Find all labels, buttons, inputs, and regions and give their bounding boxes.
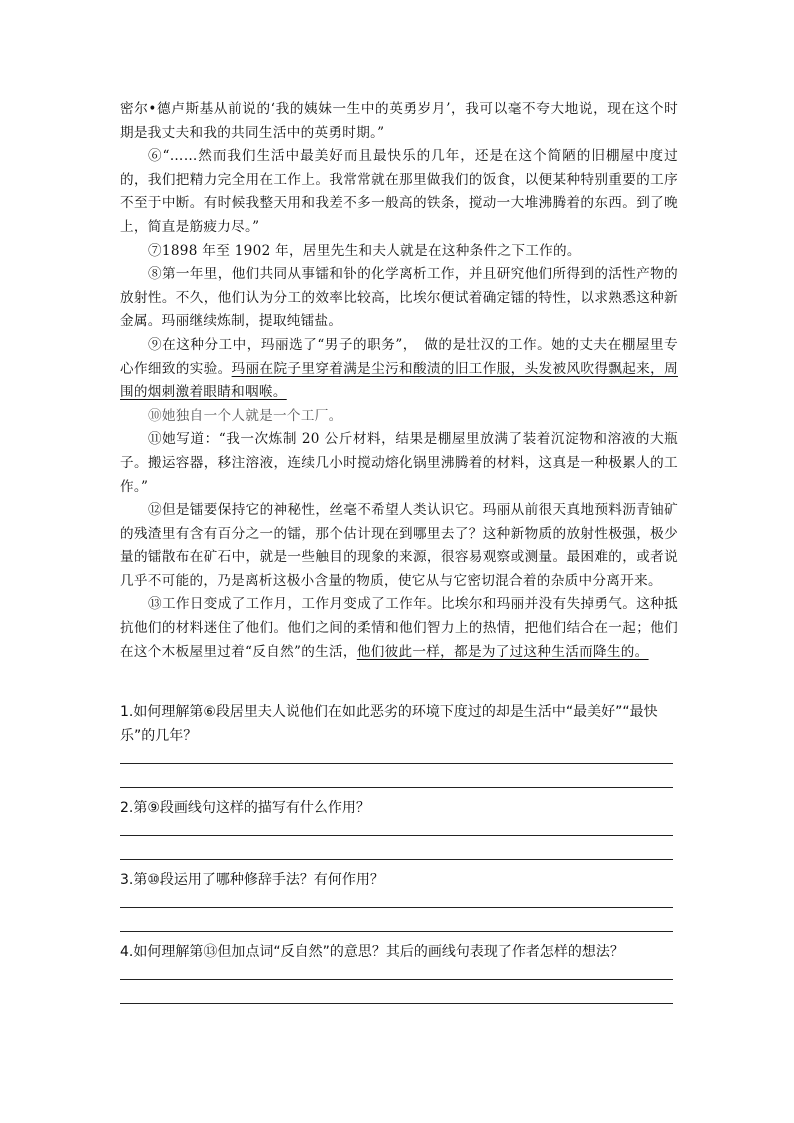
- answer-line[interactable]: [120, 859, 673, 860]
- paragraph-13-text: ⑬工作日变成了工作月，工作月变成了工作年。比埃尔和玛丽并没有失掉勇气。这种抵抗他们的材料迷住了他们。他们之间的柔情和他们智力上的热情，把他们结合在一起；他们在这个木板屋里过着“反自然”的生活，: [120, 596, 678, 660]
- paragraph-13: [120, 593, 678, 664]
- question-1: [120, 700, 673, 748]
- question-3: [120, 868, 673, 892]
- answer-line[interactable]: [120, 1003, 673, 1004]
- question-2: [120, 796, 673, 820]
- paragraph-12: ⑫但是镭要保持它的神秘性，丝毫不希望人类认识它。玛丽从前很天真地预料沥青铀矿的残渣里有含有百分之一的镭，那个估计现在到哪里去了？这种新物质的放射性极强，极少量的镭散布在矿石中，就是一些触目的现象的来源，很容易观察或测量。最困难的，或者说几乎不可能的，乃是离析这极小含量的物质，使它从与它密切混合着的杂质中分离开来。: [120, 502, 678, 589]
- question-1-text: 1.如何理解第⑥段居里夫人说他们在如此恶劣的环境下度过的却是生活中“最美好”“最快乐”的几年？: [120, 704, 658, 744]
- answer-line[interactable]: [120, 835, 673, 836]
- question-3-text: 3.第⑩段运用了哪种修辞手法？有何作用？: [120, 872, 384, 888]
- paragraph-9-underlined-sentence: 玛丽在院子里穿着满是尘污和酸渍的旧工作服，头发被风吹得飘起来，周围的烟刺激着眼睛和咽喉。: [120, 360, 678, 401]
- paragraph-10: ⑩她独自一个人就是一个工厂。: [148, 407, 343, 424]
- answer-line[interactable]: [120, 931, 673, 932]
- reading-passage: [120, 98, 678, 664]
- question-4-text: 4.如何理解第⑬但加点词“反自然”的意思？其后的画线句表现了作者怎样的想法？: [120, 944, 624, 960]
- paragraph-9-text: ⑨在这种分工中，玛丽选了“男子的职务”， 做的是壮汉的工作。她的丈夫在棚屋里专心作细致的实验。: [120, 336, 678, 377]
- answer-line[interactable]: [120, 907, 673, 908]
- paragraph-9: [120, 334, 678, 405]
- paragraph-7: ⑦1898 年至 1902 年，居里先生和夫人就是在这种条件之下工作的。: [148, 242, 581, 259]
- paragraph-6: ⑥“……然而我们生活中最美好而且最快乐的几年，还是在这个简陋的旧棚屋中度过的，我们把精力完全用在工作上。我常常就在那里做我们的饭食，以便某种特别重要的工序不至于中断。有时候我整天用和我差不多一般高的铁条，搅动一大堆沸腾着的东西。到了晚上，简直是筋疲力尽。”: [120, 148, 678, 235]
- paragraph-5-end: 密尔•德卢斯基从前说的‘我的姨妹一生中的英勇岁月’，我可以毫不夸大地说，现在这个时期是我丈夫和我的共同生活中的英勇时期。”: [120, 101, 678, 141]
- answer-line[interactable]: [120, 787, 673, 788]
- question-2-text: 2.第⑨段画线句这样的描写有什么作用？: [120, 800, 370, 816]
- question-4: [120, 940, 673, 964]
- paragraph-11: ⑪她写道：“我一次炼制 20 公斤材料，结果是棚屋里放满了装着沉淀物和溶液的大瓶子。搬运容器，移注溶液，连续几小时搅动熔化锅里沸腾着的材料，这真是一种极累人的工作。”: [120, 431, 678, 495]
- answer-line[interactable]: [120, 979, 673, 980]
- paragraph-13-underlined-sentence: 他们彼此一样，都是为了过这种生活而降生的。: [356, 643, 649, 660]
- answer-line[interactable]: [120, 763, 673, 764]
- paragraph-8: ⑧第一年里，他们共同从事镭和钋的化学离析工作，并且研究他们所得到的活性产物的放射性。不久，他们认为分工的效率比较高，比埃尔便试着确定镭的特性，以求熟悉这种新金属。玛丽继续炼制，提取纯镭盐。: [120, 266, 678, 330]
